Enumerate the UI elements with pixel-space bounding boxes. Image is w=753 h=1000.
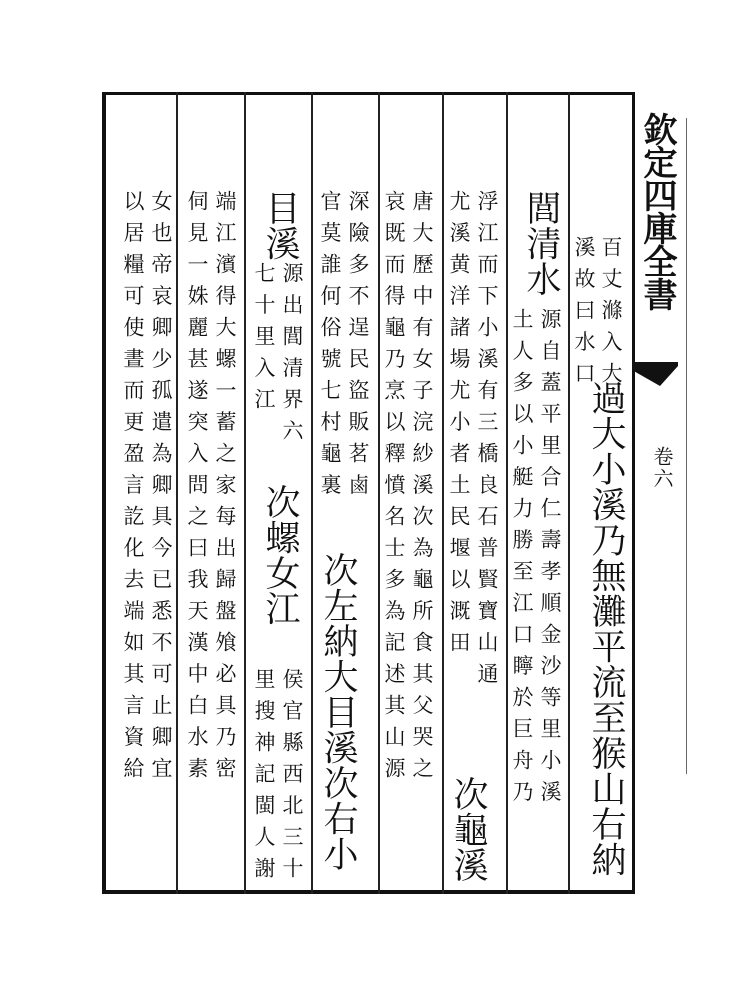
text-column-small: 土人多以小艇力勝至江口矃於巨舟乃 [510,308,534,812]
text-column-main: 過大小溪乃無灘平流至猴山右納 [586,380,626,877]
text-column-small: 官莫誰何俗號七村龜裏 [318,190,342,505]
volume-label: 卷六 [650,446,674,490]
text-column-small: 哀既而得龜乃烹以釋憤名士多為記述其山源 [382,190,406,789]
text-column-main: 次龜溪 [448,776,488,883]
column-rule [378,92,380,894]
text-column-small: 浮江而下小溪有三橋良石普賢寶山通 [475,190,499,694]
column-rule [506,92,508,894]
text-column-small: 以居糧可使晝而更盈言訖化去端如其言資給 [121,190,145,789]
text-column-small: 深險多不逞民盜販茗鹵 [346,190,370,505]
column-rule [244,92,246,894]
book-title: 欽定四庫全書 [637,112,677,310]
text-column-main: 閭清水 [521,190,561,297]
text-column-small: 唐大歷中有女子浣紗溪次為龜所食其父哭之 [410,190,434,789]
text-column-main: 目溪 [260,190,300,261]
text-column-note: 溪故曰水口 [572,236,596,394]
text-column-small: 源自蓋平里合仁壽孝順金沙等里小溪 [538,308,562,812]
column-rule [311,92,313,894]
text-column-small: 女也帝哀卿少孤遣為卿具今已悉不可止卿宜 [149,190,173,789]
text-column-small: 源出閭清界六 [280,262,304,451]
column-rule [442,92,444,894]
text-column-small: 侯官縣西北三十 [280,668,304,889]
fishtail-mark-icon [632,362,678,386]
margin-outer-rule [686,118,687,774]
text-column-main: 次螺女江 [260,484,300,626]
text-column-main: 次左納大目溪次右小 [318,552,358,872]
column-rule [176,92,178,894]
text-column-small: 伺見一姝麗甚遂突入問之曰我天漢中白水素 [185,190,209,789]
text-column-small: 里搜神記閩人謝 [252,668,276,889]
text-column-small: 端江濱得大螺一蓄之家每出歸盤飧必具乃密 [213,190,237,789]
column-rule [568,92,570,894]
text-column-small: 尤溪黄洋諸場尤小者土民堰以溉田 [447,190,471,663]
text-column-note: 百丈滌入大 [599,236,623,394]
margin-rule [632,92,635,894]
text-column-small: 七十里入江 [252,262,276,420]
